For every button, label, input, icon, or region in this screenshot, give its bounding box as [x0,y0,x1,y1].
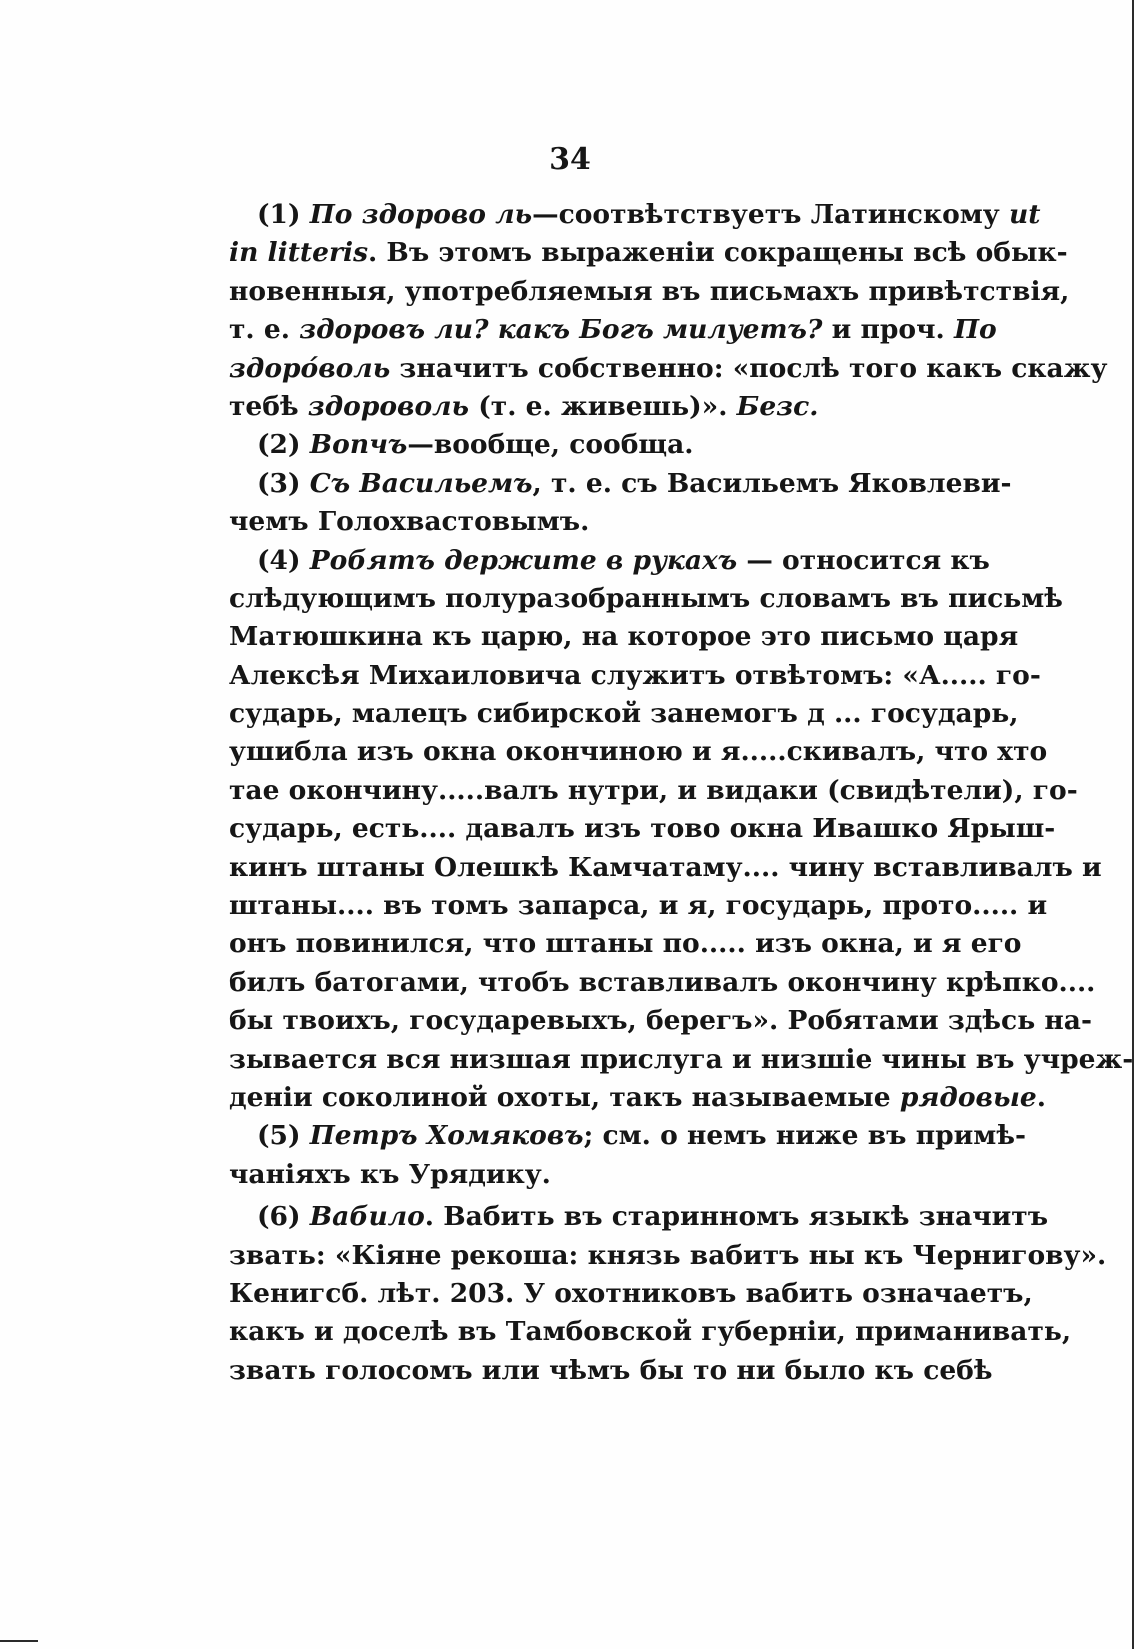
text-line [229,426,984,464]
text-segment: звать голосомъ или чѣмъ бы то ни было къ себѣ [229,1354,993,1386]
italic-text: Вабило [309,1201,425,1233]
page-edge-line [1132,0,1134,1649]
text-line [229,388,984,426]
italic-text: Съ Васильемъ [309,467,533,499]
text-segment: (2) [257,429,310,461]
text-segment: новенныя, употребляемыя въ письмахъ привѣтствія, [229,275,1070,307]
text-segment: , т. е. съ Васильемъ Яковлеви- [532,467,1012,499]
text-line [229,925,1022,963]
text-line [229,1117,1026,1155]
text-line [229,503,984,541]
text-line [229,733,1048,771]
text-line [229,1237,1107,1275]
text-line [229,1352,993,1390]
text-line [229,350,1108,388]
italic-text: здоровъ ли? какъ Богъ милуетъ? [299,314,823,346]
text-segment: —вообще, сообща. [407,429,694,461]
text-segment: — относится къ [737,544,990,576]
footnotes-text [229,196,1134,1390]
text-line [229,849,1102,887]
italic-text: Петръ Хомяковъ [309,1120,584,1152]
text-segment: сударь, есть.... давалъ изъ тово окна Ивашко Ярыш- [229,813,1056,845]
text-segment: билъ батогами, чтобъ вставливалъ окончину крѣпко.... [229,966,1096,998]
text-line [229,964,1096,1002]
text-segment: Алексѣя Михаиловича служитъ отвѣтомъ: «А..... го- [229,659,1041,691]
page-number: 34 [549,142,591,177]
text-segment: кинъ штаны Олешкѣ Камчатаму.... чину вставливалъ и [229,851,1102,883]
text-segment: тае окончину.....валъ нутри, и видаки (свидѣтели), го- [229,774,1078,806]
italic-text: in litteris [229,237,368,269]
text-segment: звать: «Кіяне рекоша: князь вабитъ ны къ Чернигову». [229,1239,1107,1271]
text-segment: ; см. о немъ ниже въ примѣ- [583,1120,1026,1152]
text-line [229,695,1019,733]
italic-text: ut [1008,199,1041,230]
footnote [229,1117,1026,1194]
text-line [229,273,1070,311]
text-line [229,1156,984,1194]
text-segment: и проч. [822,314,954,346]
text-line [229,618,1019,656]
text-segment: слѣдующимъ полуразобраннымъ словамъ въ письмѣ [229,582,1063,614]
italic-text: По здорово ль [309,199,533,230]
text-segment: (3) [257,467,310,499]
text-line [229,196,1041,234]
footnote [229,426,984,464]
text-segment: (6) [257,1201,310,1233]
footnote [229,1198,1107,1390]
text-segment: значитъ собственно: «послѣ того какъ скажу [390,352,1108,384]
text-line [229,1313,1072,1351]
italic-text: По [953,314,997,346]
text-segment: т. е. [229,314,300,346]
text-segment: —соотвѣтствуетъ Латинскому [532,199,1009,230]
text-segment: какъ и доселѣ въ Тамбовской губерніи, приманивать, [229,1316,1072,1348]
text-segment: деніи соколиной охоты, такъ называемые [229,1081,900,1113]
italic-text: здоро́воль [229,352,391,384]
text-segment: . [1036,1081,1046,1113]
text-segment: чаніяхъ къ Урядику. [229,1158,551,1190]
text-segment: зывается вся низшая прислуга и низшіе чины въ учреж- [229,1043,1134,1075]
text-line [229,1198,1049,1236]
footnote [229,542,1134,1118]
text-line [229,810,1056,848]
footnote [229,196,1108,426]
footnote [229,465,1012,542]
text-segment: Матюшкина къ царю, на которое это письмо царя [229,621,1019,653]
text-line [229,772,1078,810]
text-segment: штаны.... въ томъ запарса, и я, государь, прото..... и [229,890,1048,922]
text-line [229,542,990,580]
text-segment: (1) [257,199,310,230]
text-segment: бы твоихъ, государевыхъ, берегъ». Робятами здѣсь на- [229,1005,1092,1037]
text-segment: . Вабить въ старинномъ языкѣ значитъ [424,1201,1049,1233]
page-edge-mark [0,1640,38,1642]
text-segment: онъ повинился, что штаны по..... изъ окна, и я его [229,928,1022,960]
text-segment: (т. е. живешь)». [469,390,737,422]
text-line [229,580,1063,618]
italic-text: здороволь [307,390,470,422]
text-line [229,1002,1092,1040]
text-segment: (4) [257,544,310,576]
text-segment: чемъ Голохвастовымъ. [229,506,590,538]
italic-text: Вопчъ [309,429,408,461]
text-line [229,1079,1046,1117]
text-segment: тебѣ [229,390,308,422]
text-line [229,465,1012,503]
italic-text: Робятъ держите в рукахъ [309,544,738,576]
text-line [229,234,1068,272]
text-line [229,657,1041,695]
text-segment: Кенигсб. лѣт. 203. У охотниковъ вабить означаетъ, [229,1277,1033,1309]
text-segment: (5) [257,1120,310,1152]
text-line [229,1275,1033,1313]
text-segment: сударь, малецъ сибирской занемогъ д ... государь, [229,698,1019,730]
text-line [229,887,1048,925]
italic-text: рядовые [899,1081,1037,1113]
text-segment: . Въ этомъ выраженіи сокращены всѣ обык- [367,237,1068,269]
text-segment: ушибла изъ окна окончиною и я.....скивалъ, что хто [229,736,1048,768]
text-line [229,311,997,349]
text-line [229,1041,1134,1079]
italic-text: Безс. [736,390,819,422]
